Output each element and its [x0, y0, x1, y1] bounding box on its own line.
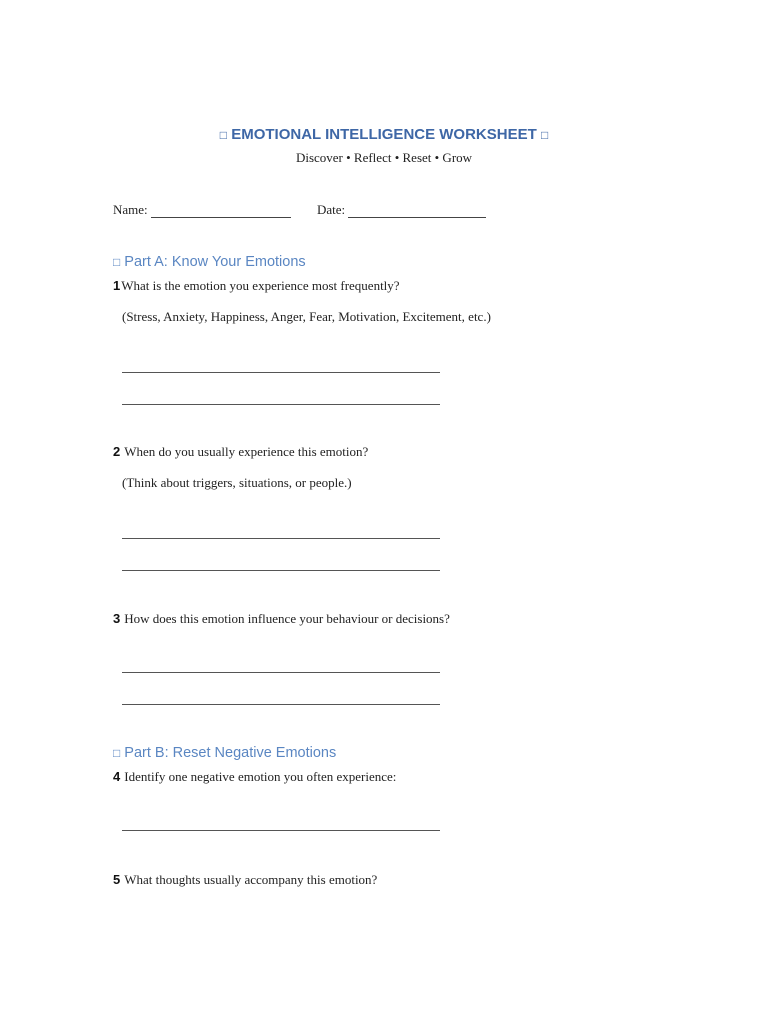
date-label: Date:	[317, 202, 346, 217]
question-2	[113, 443, 368, 461]
question-number: 2	[113, 444, 121, 459]
date-field[interactable]	[317, 202, 486, 218]
question-1	[113, 277, 400, 295]
question-4	[113, 768, 396, 786]
question-number: 4	[113, 769, 121, 784]
name-label: Name:	[113, 202, 148, 217]
title-text: EMOTIONAL INTELLIGENCE WORKSHEET	[231, 126, 537, 143]
missing-glyph-icon: □	[219, 128, 228, 142]
answer-line[interactable]	[122, 570, 440, 571]
question-text: How does this emotion influence your behaviour or decisions?	[124, 611, 450, 626]
part-b-heading-text: Part B: Reset Negative Emotions	[124, 745, 337, 761]
name-blank-line[interactable]	[151, 205, 291, 218]
question-5	[113, 871, 377, 889]
answer-line[interactable]	[122, 372, 440, 373]
worksheet-title	[0, 126, 768, 143]
answer-line[interactable]	[122, 704, 440, 705]
date-blank-line[interactable]	[348, 205, 486, 218]
name-field[interactable]	[113, 202, 291, 218]
question-text: When do you usually experience this emotion?	[124, 444, 369, 459]
part-a-heading-text: Part A: Know Your Emotions	[124, 254, 306, 270]
question-text: Identify one negative emotion you often experience:	[124, 769, 397, 784]
missing-glyph-icon: □	[540, 128, 549, 142]
question-text: What thoughts usually accompany this emotion?	[124, 872, 378, 887]
question-text: What is the emotion you experience most frequently?	[121, 278, 400, 293]
answer-line[interactable]	[122, 538, 440, 539]
question-1-hint: (Stress, Anxiety, Happiness, Anger, Fear, Motivation, Excitement, etc.)	[122, 309, 491, 324]
answer-line[interactable]	[122, 830, 440, 831]
question-number: 1	[113, 278, 121, 293]
part-a-heading	[113, 254, 306, 270]
worksheet-subtitle: Discover • Reflect • Reset • Grow	[295, 150, 473, 165]
answer-line[interactable]	[122, 404, 440, 405]
question-3	[113, 610, 450, 628]
answer-line[interactable]	[122, 672, 440, 673]
question-number: 5	[113, 872, 121, 887]
missing-glyph-icon: □	[113, 746, 121, 760]
question-number: 3	[113, 611, 121, 626]
part-b-heading	[113, 745, 336, 761]
question-2-hint: (Think about triggers, situations, or people.)	[122, 475, 352, 490]
missing-glyph-icon: □	[113, 255, 121, 269]
